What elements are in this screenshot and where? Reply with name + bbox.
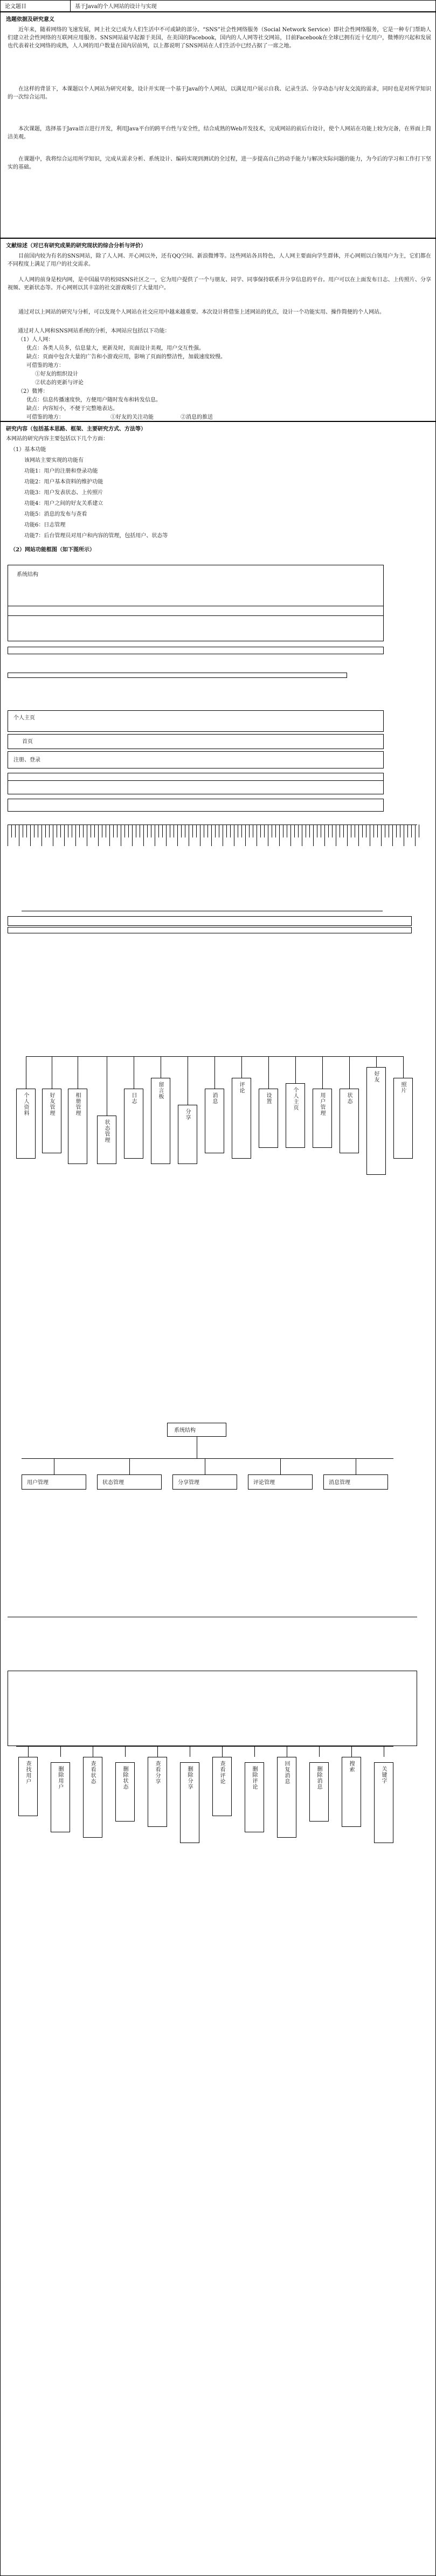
diagram3-leaf-label: 查看评论 [219, 1761, 225, 1784]
function-6: 功能6：日志管理 [24, 522, 66, 528]
rationale-paragraph-4: 在课题中，我将综合运用所学知识，完成从需求分析、系统设计、编码实现到测试的全过程，进一步提高自己的动手能力与解决实际问题的能力，为今后的学习和工作打下坚实的基础。 [8, 156, 431, 170]
lit-item-1-pro: 优点：各类人员多，信息量大，更新及时，页面设计美观，用户交互性强。 [26, 345, 204, 351]
lit-item-1-con: 缺点：页面中包含大量的广告和小游戏应用，影响了页面的整洁性，加载速度较慢。 [26, 354, 226, 360]
strip-tick [343, 825, 344, 837]
strip-tick [166, 825, 167, 846]
diagram1-login-label: 注册、登录 [13, 757, 40, 763]
section-content-title: 研究内容（包括基本思路、框架、主要研究方式、方法等） [6, 426, 146, 432]
strip-tick [381, 825, 382, 846]
diagram3-leaf-label: 删除评论 [251, 1766, 257, 1790]
strip-tick [196, 825, 197, 837]
strip-tick [290, 825, 291, 846]
strip-tick [415, 825, 416, 846]
strip-tick [411, 825, 412, 837]
strip-tick [49, 825, 50, 837]
diagram3-leaf-label: 删除分享 [186, 1766, 192, 1790]
strip-tick [347, 825, 348, 846]
strip-tick [313, 825, 314, 846]
content-main-label: （1）基本功能 [10, 447, 46, 453]
diagram1-title: 系统结构 [17, 572, 38, 578]
rationale-paragraph-1: 近年来，随着网络的飞速发展，网上社交已成为人们生活中不可或缺的部分。“SNS”社会性网络服务（Social Network Service）即社会性网络服务，它是一种专门帮助人们建立社会性网络的互联网应用服务。SNS网站最早起源于美国，在美国的Facebook，国内的人人网等社交网站，目前Facebook在全球已拥有近十亿用户，微博的兴起和发展也代表着社交网络的成熟，人人网的用户数量在国内居前列，以上都说明了SNS网站在人们生活中已经占据了一席之地。 [8, 27, 431, 49]
strip-tick [309, 825, 310, 837]
diagram2-frame [8, 916, 412, 926]
diagram2-node-label: 相册管理 [74, 1092, 80, 1116]
lit-item-1-point-2: ②状态的更新与评论 [35, 380, 84, 386]
diagram2-node-label: 好友管理 [49, 1092, 54, 1116]
strip-tick [324, 825, 325, 846]
strip-tick [30, 825, 31, 846]
diagram3-leaf-label: 搜索 [348, 1761, 354, 1772]
strip-tick [407, 825, 408, 837]
diagram2-node-label: 用户管理 [319, 1092, 325, 1116]
diagram2-node-label: 留言板 [157, 1082, 163, 1099]
strip-tick [207, 825, 208, 837]
strip-tick [15, 825, 16, 837]
strip-tick [64, 825, 65, 846]
diagram1-bar-1 [8, 647, 384, 654]
diagram2-node-label: 日志 [130, 1092, 136, 1104]
lit-item-2-label: （2）微博： [18, 389, 49, 394]
content-intro: 本网站的研究内容主要包括以下几个方面： [6, 436, 108, 442]
strip-tick [147, 825, 148, 837]
strip-tick [60, 825, 61, 837]
strip-tick [362, 825, 363, 837]
strip-tick [373, 825, 374, 837]
diagram2-frame-2 [8, 927, 412, 933]
function-2: 功能2：用户基本资料的维护功能 [24, 479, 103, 485]
strip-tick [358, 825, 359, 846]
lit-item-1-ref: 可借鉴的地方： [26, 363, 64, 369]
diagram1-home-label: 首页 [22, 739, 33, 745]
diagram1-frame [8, 565, 384, 641]
strip-tick [132, 825, 133, 846]
diagram3-branch-label: 用户管理 [27, 1480, 49, 1486]
strip-tick [279, 825, 280, 846]
diagram1-personal-home [8, 710, 384, 732]
strip-tick [41, 825, 42, 846]
lit-item-2-con: 缺点：内容短小，不便于完整地表达。 [26, 406, 118, 412]
diagram2-node-label: 评论 [238, 1082, 244, 1093]
strip-tick [328, 825, 329, 837]
function-5: 功能5：消息的发布与查看 [24, 511, 87, 517]
diagram3-leaf-label: 删除用户 [57, 1766, 63, 1790]
diagram2-node-label: 个人资料 [23, 1092, 29, 1116]
rationale-paragraph-2: 在这样的背景下，本课题以个人网站为研究对象，设计并实现一个基于Java的个人网站，以满足用户展示自我、记录生活、分享动态与好友交流的需求，同时也是对所学知识的一次综合运用。 [8, 86, 431, 100]
strip-tick [79, 825, 80, 837]
strip-tick [75, 825, 76, 846]
strip-tick [162, 825, 163, 837]
lit-item-2-point-2: ②消息的推送 [181, 414, 213, 420]
diagram2-node-label: 设置 [265, 1092, 271, 1104]
diagram2-node-label: 状态管理 [103, 1119, 109, 1143]
function-4: 功能4：用户之间的好友关系建立 [24, 501, 103, 507]
strip-tick [215, 825, 216, 837]
strip-tick [109, 825, 110, 846]
strip-tick [177, 825, 178, 846]
diagram3-branch-label: 分享管理 [178, 1480, 199, 1486]
diagram1-personal-home-label: 个人主页 [13, 715, 35, 721]
diagram1-bar-2 [8, 673, 347, 678]
strip-tick [45, 825, 46, 837]
diagram3-leaf-label: 查看分享 [154, 1761, 160, 1784]
lit-item-2-pro: 优点：信息传播速度快，方便用户随时发布和转发信息。 [26, 397, 161, 403]
diagram2-node-label: 状态 [346, 1092, 352, 1104]
diagram3-leaf-label: 查找用户 [25, 1761, 31, 1784]
rationale-paragraph-3: 本次课题，选择基于Java语言进行开发，利用Java平台的跨平台性与安全性，结合成熟的Web开发技术，完成网站的前后台设计，使个人网站在功能上较为完备，在界面上简洁美观。 [8, 126, 431, 140]
strip-tick [392, 825, 393, 846]
diagram3-leaf-label: 回复消息 [283, 1761, 289, 1784]
strip-tick [124, 825, 125, 837]
diagram2-node-label: 个人主页 [292, 1087, 298, 1111]
strip-tick [230, 825, 231, 837]
strip-tick [241, 825, 242, 837]
strip-tick [245, 825, 246, 846]
function-0: 该网站主要实现的功能有 [24, 458, 84, 463]
tick-strip [8, 825, 417, 857]
strip-tick [113, 825, 114, 837]
strip-tick [11, 825, 12, 837]
literature-paragraph-1: 目前国内较为有名的SNS网站，除了人人网、开心网以外，还有QQ空间、新浪微博等。这些网站各具特色，人人网主要面向学生群体，开心网则以白领用户为主，它们都在不同程度上满足了用户的社交需求。 [8, 253, 431, 267]
literature-intro: 通过对人人网和SNS网站系统的分析，本网站应包括以下功能： [18, 328, 170, 334]
strip-tick [211, 825, 212, 846]
diagram3-branch-label: 状态管理 [102, 1480, 124, 1486]
strip-tick [94, 825, 95, 837]
diagram1-home [8, 734, 384, 749]
strip-tick [260, 825, 261, 837]
topic-title: 基于Java的个人网站的设计与实现 [75, 4, 157, 10]
diagram3-leaf-label: 删除消息 [316, 1766, 322, 1790]
topic-label: 论文题目 [5, 4, 26, 10]
strip-tick [249, 825, 250, 837]
diagram3-leaf-label: 查看状态 [89, 1761, 95, 1784]
strip-tick [275, 825, 276, 837]
lit-item-2-point-1: ①好友的关注功能 [110, 414, 154, 420]
diagram3-lower-frame [8, 1671, 417, 1746]
strip-tick [128, 825, 129, 837]
diagram3-branch-bar [22, 1458, 393, 1459]
literature-paragraph-2: 人人网的前身是校内网，是中国最早的校园SNS社区之一，它为用户提供了一个与朋友、同学、同事保持联系并分享信息的平台。用户可以在上面发布日志、上传照片、分享视频、更新状态等。开心网则以其丰富的社交游戏吸引了大量用户。 [8, 277, 431, 291]
diagram3-root-label: 系统结构 [174, 1428, 196, 1434]
section-literature-title: 文献综述（对已有研究成果的研究现状的综合分析与评价） [6, 243, 146, 249]
lit-item-1-label: （1）人人网： [18, 337, 54, 343]
literature-paragraph-3: 通过对以上网站的研究与分析，可以发现个人网站在社交应用中越来越重要。本次设计将借鉴上述网站的优点，设计一个功能实用、操作简便的个人网站。 [18, 309, 385, 315]
function-3: 功能3：用户发表状态、上传照片 [24, 490, 103, 496]
function-7: 功能7：后台管理员对用户和内容的管理，包括用户、状态等 [24, 533, 168, 539]
diagram3-branch-label: 消息管理 [329, 1480, 350, 1486]
strip-tick [181, 825, 182, 837]
title-row-divider [70, 0, 71, 12]
diagram1-rule-2 [8, 615, 384, 616]
diagram2-node-label: 消息 [211, 1092, 217, 1104]
diagram1-rule-3 [8, 780, 384, 781]
lit-item-1-point-1: ①好友的组织设计 [35, 371, 78, 377]
diagram2-node-label: 分享 [184, 1109, 190, 1120]
diagram1-bar-3 [8, 773, 384, 794]
diagram1-bar-4 [8, 799, 384, 812]
strip-tick [294, 825, 295, 837]
content-note: （2）网站功能框图（如下图所示） [10, 547, 95, 553]
diagram2-node-label: 好友 [373, 1071, 379, 1083]
diagram1-login [8, 751, 384, 768]
strip-tick [83, 825, 84, 837]
function-1: 功能1：用户的注册和登录功能 [24, 468, 98, 474]
title-row [0, 0, 436, 12]
lit-item-2-ref: 可借鉴的地方： [26, 414, 64, 420]
strip-tick [298, 825, 299, 837]
strip-tick [143, 825, 144, 846]
strip-tick [396, 825, 397, 837]
strip-tick [377, 825, 378, 837]
strip-tick [264, 825, 265, 837]
strip-tick [226, 825, 227, 837]
diagram2-node-label: 照片 [400, 1082, 406, 1093]
strip-tick [26, 825, 27, 837]
strip-tick [332, 825, 333, 837]
section-rationale-title: 选题依据及研究意义 [6, 17, 54, 23]
diagram3-leaf-label: 删除状态 [122, 1766, 128, 1790]
strip-tick [158, 825, 159, 837]
diagram3-leaf-label: 关键字 [380, 1766, 386, 1784]
strip-tick [192, 825, 193, 837]
diagram3-branch-label: 评论管理 [253, 1480, 275, 1486]
strip-tick [98, 825, 99, 846]
